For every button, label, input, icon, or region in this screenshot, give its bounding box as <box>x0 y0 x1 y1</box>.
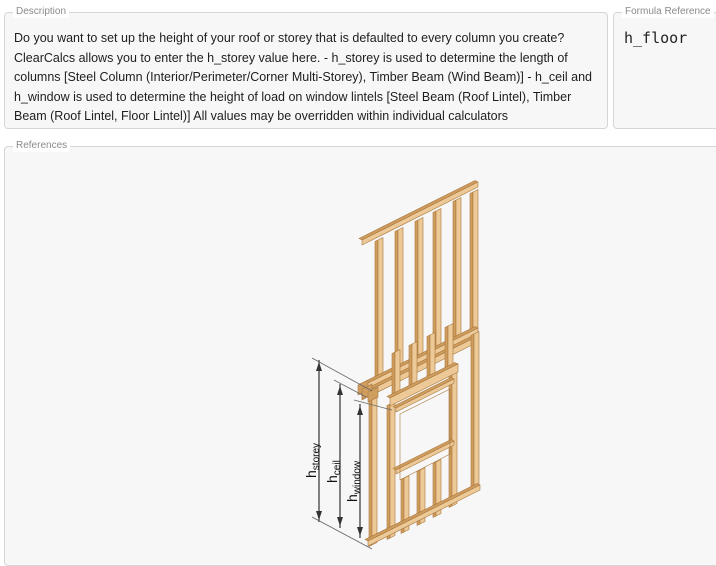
h-storey-extension-bottom <box>312 517 372 549</box>
trimmer-left-side <box>387 404 390 540</box>
h-ceil-arrow-top <box>337 386 343 395</box>
h-window-arrow-bottom <box>357 527 363 536</box>
cripple-stud-1-side <box>392 352 395 400</box>
upper-stud-6 <box>473 190 478 338</box>
upper-stud-4 <box>436 209 441 357</box>
timber-frame <box>358 181 480 547</box>
h-ceil-arrow-bottom <box>337 517 343 526</box>
h-storey-extension-top <box>312 358 372 391</box>
description-legend: Description <box>13 6 69 18</box>
trimmer-left <box>390 402 395 539</box>
h-window-arrow-top <box>357 406 363 415</box>
upper-stud-5-side <box>453 200 456 348</box>
formula-reference-value: h_floor <box>624 29 688 47</box>
h-storey-label: $h_{storey}$ <box>303 442 322 478</box>
lower-stud-left-side <box>369 400 372 547</box>
upper-stud-6-side <box>470 192 473 339</box>
lower-stud-right-side <box>471 334 474 494</box>
lower-stud-left <box>372 398 377 546</box>
trimmer-right <box>452 372 457 507</box>
lower-stud-right <box>474 332 479 493</box>
upper-stud-1 <box>378 238 383 386</box>
references-legend: References <box>13 140 70 152</box>
upper-stud-3 <box>418 218 423 366</box>
upper-stud-5 <box>456 198 461 347</box>
formula-reference-legend: Formula Reference <box>622 6 714 18</box>
upper-stud-1-side <box>375 240 378 387</box>
h-window-label: $h_{window}$ <box>344 460 363 502</box>
h-storey-arrow-bottom <box>316 511 322 520</box>
h-ceil-label: $h_{ceil}$ <box>324 460 343 483</box>
window-sill-top <box>393 440 454 471</box>
description-text: Do you want to set up the height of your roof or storey that is defaulted to every column you create? ClearCalcs allows you to enter the h_storey value here. - h_storey is used to determine the length of columns [Steel Column (Interior/Perimeter/Corner Multi-Storey), Timber Beam (Wind Beam)] - h_ceil and h_window is used to determine the height of load on window lintels [Steel Beam (Roof Lintel), Timber Beam (Roof Lintel, Floor Lintel)] All values may be overridden within individual calculators <box>14 31 592 123</box>
